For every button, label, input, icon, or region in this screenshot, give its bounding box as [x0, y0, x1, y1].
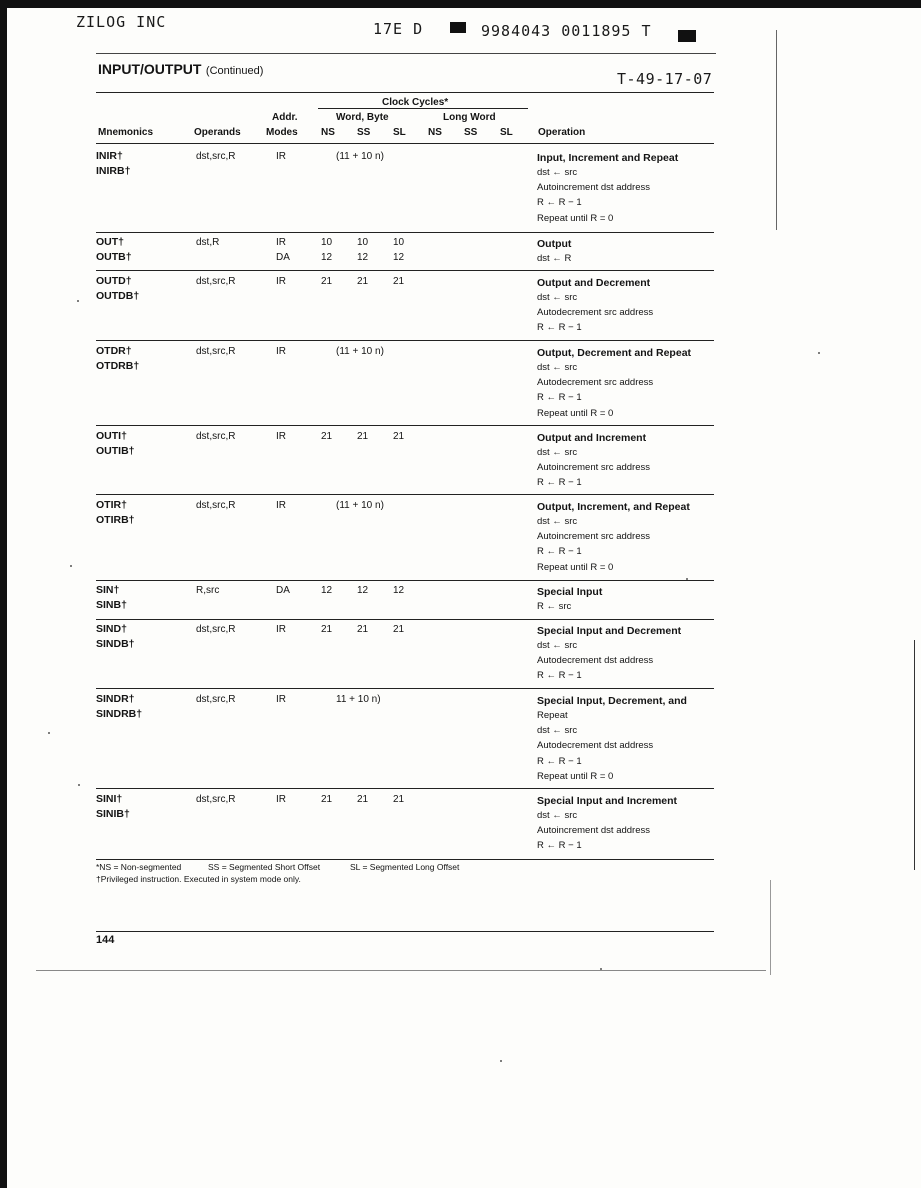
mnemonics-header: Mnemonics: [98, 127, 154, 138]
long-word-header: Long Word: [443, 112, 496, 123]
redaction-block: [678, 30, 696, 42]
operation-step: dst ← R: [537, 253, 572, 264]
clock-ss: 21: [357, 276, 369, 287]
row-separator: [96, 232, 714, 233]
operation-step: Autodecrement dst address: [537, 740, 654, 752]
addr-mode-byte: DA: [276, 252, 290, 263]
operation-step: Autodecrement src address: [537, 307, 654, 319]
doc-reference: T-49-17-07: [617, 70, 713, 88]
clock-ns-byte: 12: [321, 252, 333, 263]
company-name: ZILOG INC: [76, 13, 167, 31]
operation-header: Operation: [538, 127, 586, 138]
header-rule: [96, 53, 716, 54]
redaction-block: [450, 22, 466, 33]
operands: dst,src,R: [196, 431, 236, 442]
clock-ss: 10: [357, 237, 369, 248]
mnemonic-byte: OUTB†: [96, 251, 132, 263]
clock-cycles-formula: (11 + 10 n): [336, 151, 384, 162]
operation-title: Output and Decrement: [537, 277, 651, 289]
clock-sl: 21: [393, 794, 405, 805]
operation-step: Repeat until R = 0: [537, 407, 614, 419]
footnote-sl: SL = Segmented Long Offset: [350, 862, 460, 872]
scan-edge-line: [914, 640, 915, 870]
page-number: 144: [96, 934, 115, 946]
clock-sl: 21: [393, 624, 405, 635]
addr-mode: IR: [276, 694, 286, 705]
row-separator: [96, 619, 714, 620]
mnemonic-byte: SINIB†: [96, 808, 130, 820]
mnemonic-byte: SINDB†: [96, 638, 135, 650]
operation-step: Autoincrement dst address: [537, 825, 651, 837]
long-ss-header: SS: [464, 127, 478, 138]
operation-step: dst ← src: [537, 447, 578, 458]
mnemonic: OTDR†: [96, 345, 132, 357]
operation-title: Output and Increment: [537, 432, 647, 444]
operation-step: dst ← src: [537, 516, 578, 527]
mnemonic-byte: OTDRB†: [96, 360, 140, 372]
operands-header: Operands: [194, 127, 241, 138]
operation-title: Special Input and Increment: [537, 795, 678, 807]
operation-title: Output, Decrement and Repeat: [537, 347, 692, 359]
mnemonic-byte: SINDRB†: [96, 708, 143, 720]
modes-header: Modes: [266, 127, 298, 138]
footnote-privileged: †Privileged instruction. Executed in system mode only.: [96, 874, 301, 884]
operation-step: dst ← src: [537, 640, 578, 651]
operation-step: Repeat until R = 0: [537, 770, 614, 782]
clock-ss: 21: [357, 794, 369, 805]
operation-step: R ← R − 1: [537, 670, 582, 682]
clock-ss: 21: [357, 624, 369, 635]
clock-sl: 12: [393, 585, 405, 596]
row-separator: [96, 270, 714, 271]
operands: dst,src,R: [196, 151, 236, 162]
operands: dst,src,R: [196, 276, 236, 287]
scan-bottom-line: [36, 970, 766, 971]
scan-top-border: [0, 0, 921, 8]
operands: dst,src,R: [196, 694, 236, 705]
page-bottom-rule: [96, 931, 714, 932]
operation-step: dst ← src: [537, 725, 578, 737]
row-separator: [96, 788, 714, 789]
mnemonic-byte: OTIRB†: [96, 514, 135, 526]
clock-sl-byte: 12: [393, 252, 405, 263]
operation-step: R ← src: [537, 601, 572, 612]
operands: R,src: [196, 585, 220, 596]
operation-step: R ← R − 1: [537, 755, 582, 767]
doc-code: 17E D: [373, 20, 424, 38]
scan-edge-line: [776, 30, 777, 230]
header-bottom-rule: [96, 143, 714, 144]
row-separator: [96, 340, 714, 341]
addr-header: Addr.: [272, 112, 298, 123]
addr-mode: DA: [276, 585, 290, 596]
mnemonic: SINI†: [96, 793, 123, 805]
mnemonic: OUT†: [96, 236, 125, 248]
clock-cycles-formula: (11 + 10 n): [336, 346, 384, 357]
section-title: INPUT/OUTPUT: [98, 61, 202, 77]
addr-mode: IR: [276, 237, 286, 248]
clock-ss: 12: [357, 585, 369, 596]
operation-step: Autoincrement src address: [537, 531, 650, 543]
operation-step: R ← R − 1: [537, 546, 582, 558]
addr-mode: IR: [276, 794, 286, 805]
operation-step: Repeat until R = 0: [537, 561, 614, 573]
operands: dst,src,R: [196, 794, 236, 805]
long-sl-header: SL: [500, 127, 513, 138]
section-subtitle: (Continued): [205, 65, 264, 77]
sl-header: SL: [393, 127, 406, 138]
operation-title: Special Input and Decrement: [537, 625, 682, 637]
scan-edge-line: [770, 880, 771, 975]
mnemonic-byte: INIRB†: [96, 165, 131, 177]
clock-sl: 21: [393, 431, 405, 442]
clock-ss: 21: [357, 431, 369, 442]
clock-ns: 21: [321, 431, 333, 442]
footnote-ss: SS = Segmented Short Offset: [208, 862, 321, 872]
ns-header: NS: [321, 127, 335, 138]
operation-step: Autoincrement dst address: [537, 182, 651, 194]
operands: dst,R: [196, 237, 220, 248]
mnemonic: OTIR†: [96, 499, 127, 511]
operation-step: Repeat until R = 0: [537, 212, 614, 224]
long-ns-header: NS: [428, 127, 442, 138]
mnemonic: SIN†: [96, 584, 120, 596]
ss-header: SS: [357, 127, 371, 138]
clock-sl: 10: [393, 237, 405, 248]
addr-mode: IR: [276, 151, 286, 162]
clock-cycles-formula: 11 + 10 n): [336, 694, 381, 705]
operation-step: R ← R − 1: [537, 322, 582, 334]
serial-number: 9984043 0011895 T: [481, 22, 652, 40]
clock-ns: 10: [321, 237, 333, 248]
operation-step: Repeat: [537, 710, 568, 721]
word-byte-header: Word, Byte: [336, 112, 389, 123]
row-separator: [96, 580, 714, 581]
operation-step: Autoincrement src address: [537, 462, 650, 474]
clock-ns: 21: [321, 794, 333, 805]
clock-ns: 21: [321, 276, 333, 287]
operation-step: dst ← src: [537, 167, 578, 178]
operation-title: Special Input: [537, 586, 603, 598]
operands: dst,src,R: [196, 500, 236, 511]
row-separator: [96, 859, 714, 860]
addr-mode: IR: [276, 431, 286, 442]
operation-title: Output, Increment, and Repeat: [537, 501, 690, 513]
row-separator: [96, 425, 714, 426]
operation-step: R ← R − 1: [537, 392, 582, 404]
clock-cycles-rule: [318, 108, 528, 109]
mnemonic-byte: OUTIB†: [96, 445, 135, 457]
operation-step: dst ← src: [537, 810, 578, 821]
mnemonic: SINDR†: [96, 693, 135, 705]
addr-mode: IR: [276, 346, 286, 357]
addr-mode: IR: [276, 500, 286, 511]
row-separator: [96, 688, 714, 689]
table-top-rule: [96, 92, 714, 93]
addr-mode: IR: [276, 624, 286, 635]
mnemonic: OUTD†: [96, 275, 132, 287]
mnemonic: INIR†: [96, 150, 123, 162]
addr-mode: IR: [276, 276, 286, 287]
clock-ss-byte: 12: [357, 252, 369, 263]
clock-cycles-formula: (11 + 10 n): [336, 500, 384, 511]
operation-title: Output: [537, 238, 572, 250]
operation-step: R ← R − 1: [537, 477, 582, 489]
operands: dst,src,R: [196, 346, 236, 357]
section-heading: [98, 61, 263, 79]
clock-sl: 21: [393, 276, 405, 287]
operation-step: dst ← src: [537, 292, 578, 303]
mnemonic: SIND†: [96, 623, 127, 635]
mnemonic: OUTI†: [96, 430, 127, 442]
operation-title: Input, Increment and Repeat: [537, 152, 679, 164]
clock-cycles-header: Clock Cycles*: [382, 97, 449, 108]
row-separator: [96, 494, 714, 495]
clock-ns: 12: [321, 585, 333, 596]
mnemonic-byte: SINB†: [96, 599, 127, 611]
operation-step: Autodecrement dst address: [537, 655, 654, 667]
operands: dst,src,R: [196, 624, 236, 635]
operation-step: R ← R − 1: [537, 197, 582, 209]
mnemonic-byte: OUTDB†: [96, 290, 140, 302]
operation-title: Special Input, Decrement, and: [537, 695, 687, 707]
scan-left-border: [0, 8, 7, 1188]
operation-step: dst ← src: [537, 362, 578, 373]
operation-step: R ← R − 1: [537, 840, 582, 852]
clock-ns: 21: [321, 624, 333, 635]
operation-step: Autodecrement src address: [537, 377, 654, 389]
footnote-ns: *NS = Non-segmented: [96, 862, 182, 872]
